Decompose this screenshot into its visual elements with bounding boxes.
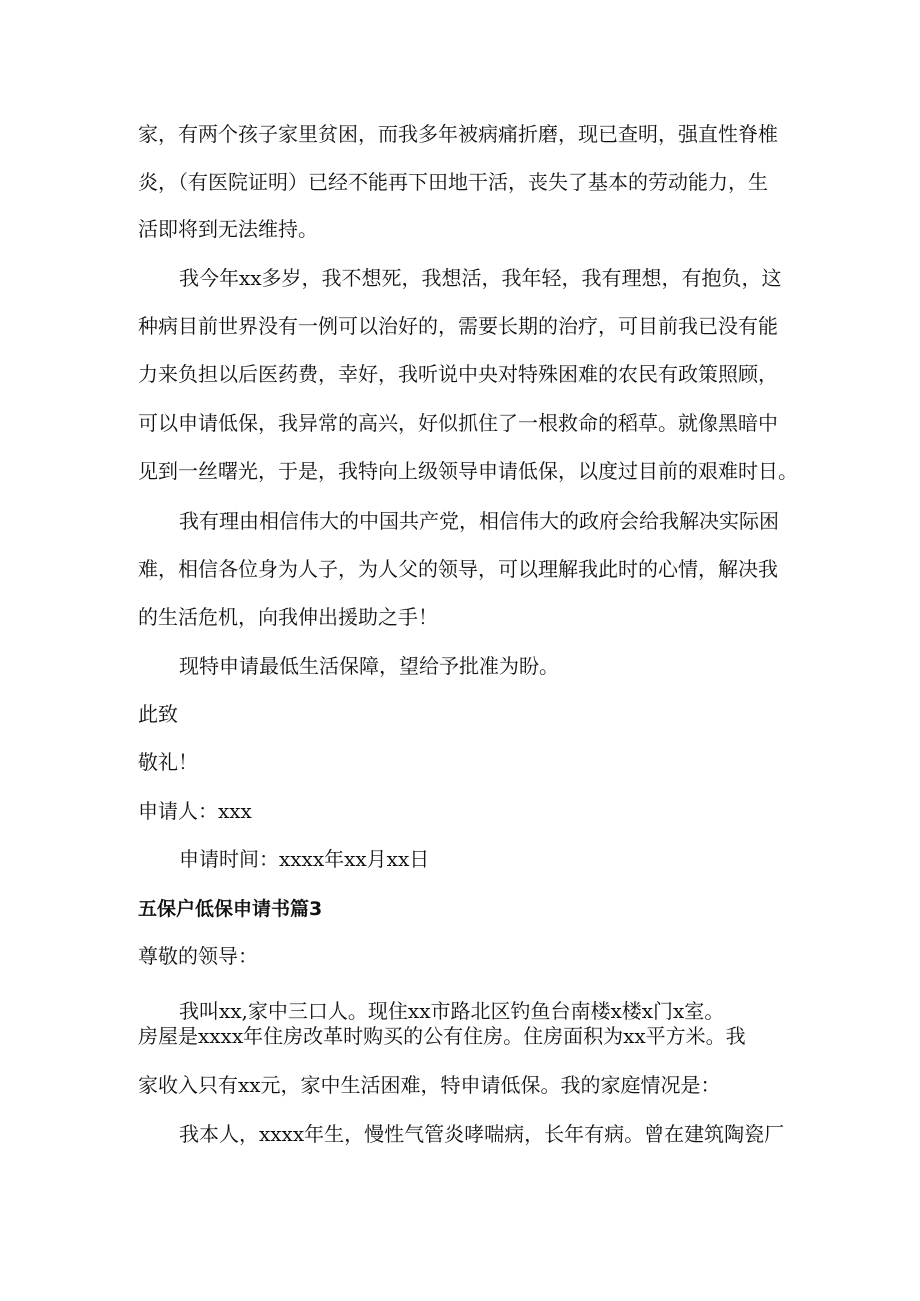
date-line: 申请时间：xxxx年xx月xx日 xyxy=(179,847,430,871)
section-heading: 五保户低保申请书篇3 xyxy=(138,898,323,920)
paragraph-line: 炎，（有医院证明）已经不能再下田地干活，丧失了基本的劳动能力，生 xyxy=(138,170,768,194)
applicant-line: 申请人：xxx xyxy=(138,799,252,823)
paragraph-line: 家，有两个孩子家里贫困，而我多年被病痛折磨，现已查明，强直性脊椎 xyxy=(138,122,778,146)
paragraph-line: 家收入只有xx元，家中生活困难，特申请低保。我的家庭情况是： xyxy=(138,1073,721,1097)
closing-line: 此致 xyxy=(138,702,178,726)
paragraph-line: 活即将到无法维持。 xyxy=(138,217,318,241)
paragraph-line: 我今年xx多岁，我不想死，我想活，我年轻，我有理想，有抱负，这 xyxy=(179,266,782,290)
salutation-line: 敬礼！ xyxy=(138,750,198,774)
paragraph-line: 种病目前世界没有一例可以治好的，需要长期的治疗，可目前我已没有能 xyxy=(138,314,778,338)
paragraph-line: 的生活危机，向我伸出援助之手！ xyxy=(138,605,438,629)
paragraph-line: 我本人，xxxx年生，慢性气管炎哮喘病，长年有病。曾在建筑陶瓷厂 xyxy=(179,1122,785,1146)
paragraph-line: 我叫xx,家中三口人。现住xx市路北区钓鱼台南楼x楼x门x室。 xyxy=(179,999,725,1023)
paragraph-line: 我有理由相信伟大的中国共产党，相信伟大的政府会给我解决实际困 xyxy=(179,509,779,533)
paragraph-line: 现特申请最低生活保障，望给予批准为盼。 xyxy=(179,654,559,678)
paragraph-line: 房屋是xxxx年住房改革时购买的公有住房。住房面积为xx平方米。我 xyxy=(138,1024,746,1048)
paragraph-line: 力来负担以后医药费，幸好，我听说中央对特殊困难的农民有政策照顾， xyxy=(138,362,778,386)
paragraph-line: 难，相信各位身为人子，为人父的领导，可以理解我此时的心情，解决我 xyxy=(138,557,778,581)
paragraph-line: 见到一丝曙光，于是，我特向上级领导申请低保，以度过目前的艰难时日。 xyxy=(138,459,798,483)
paragraph-line: 可以申请低保，我异常的高兴，好似抓住了一根救命的稻草。就像黑暗中 xyxy=(138,411,778,435)
greeting-line: 尊敬的领导： xyxy=(138,944,258,968)
